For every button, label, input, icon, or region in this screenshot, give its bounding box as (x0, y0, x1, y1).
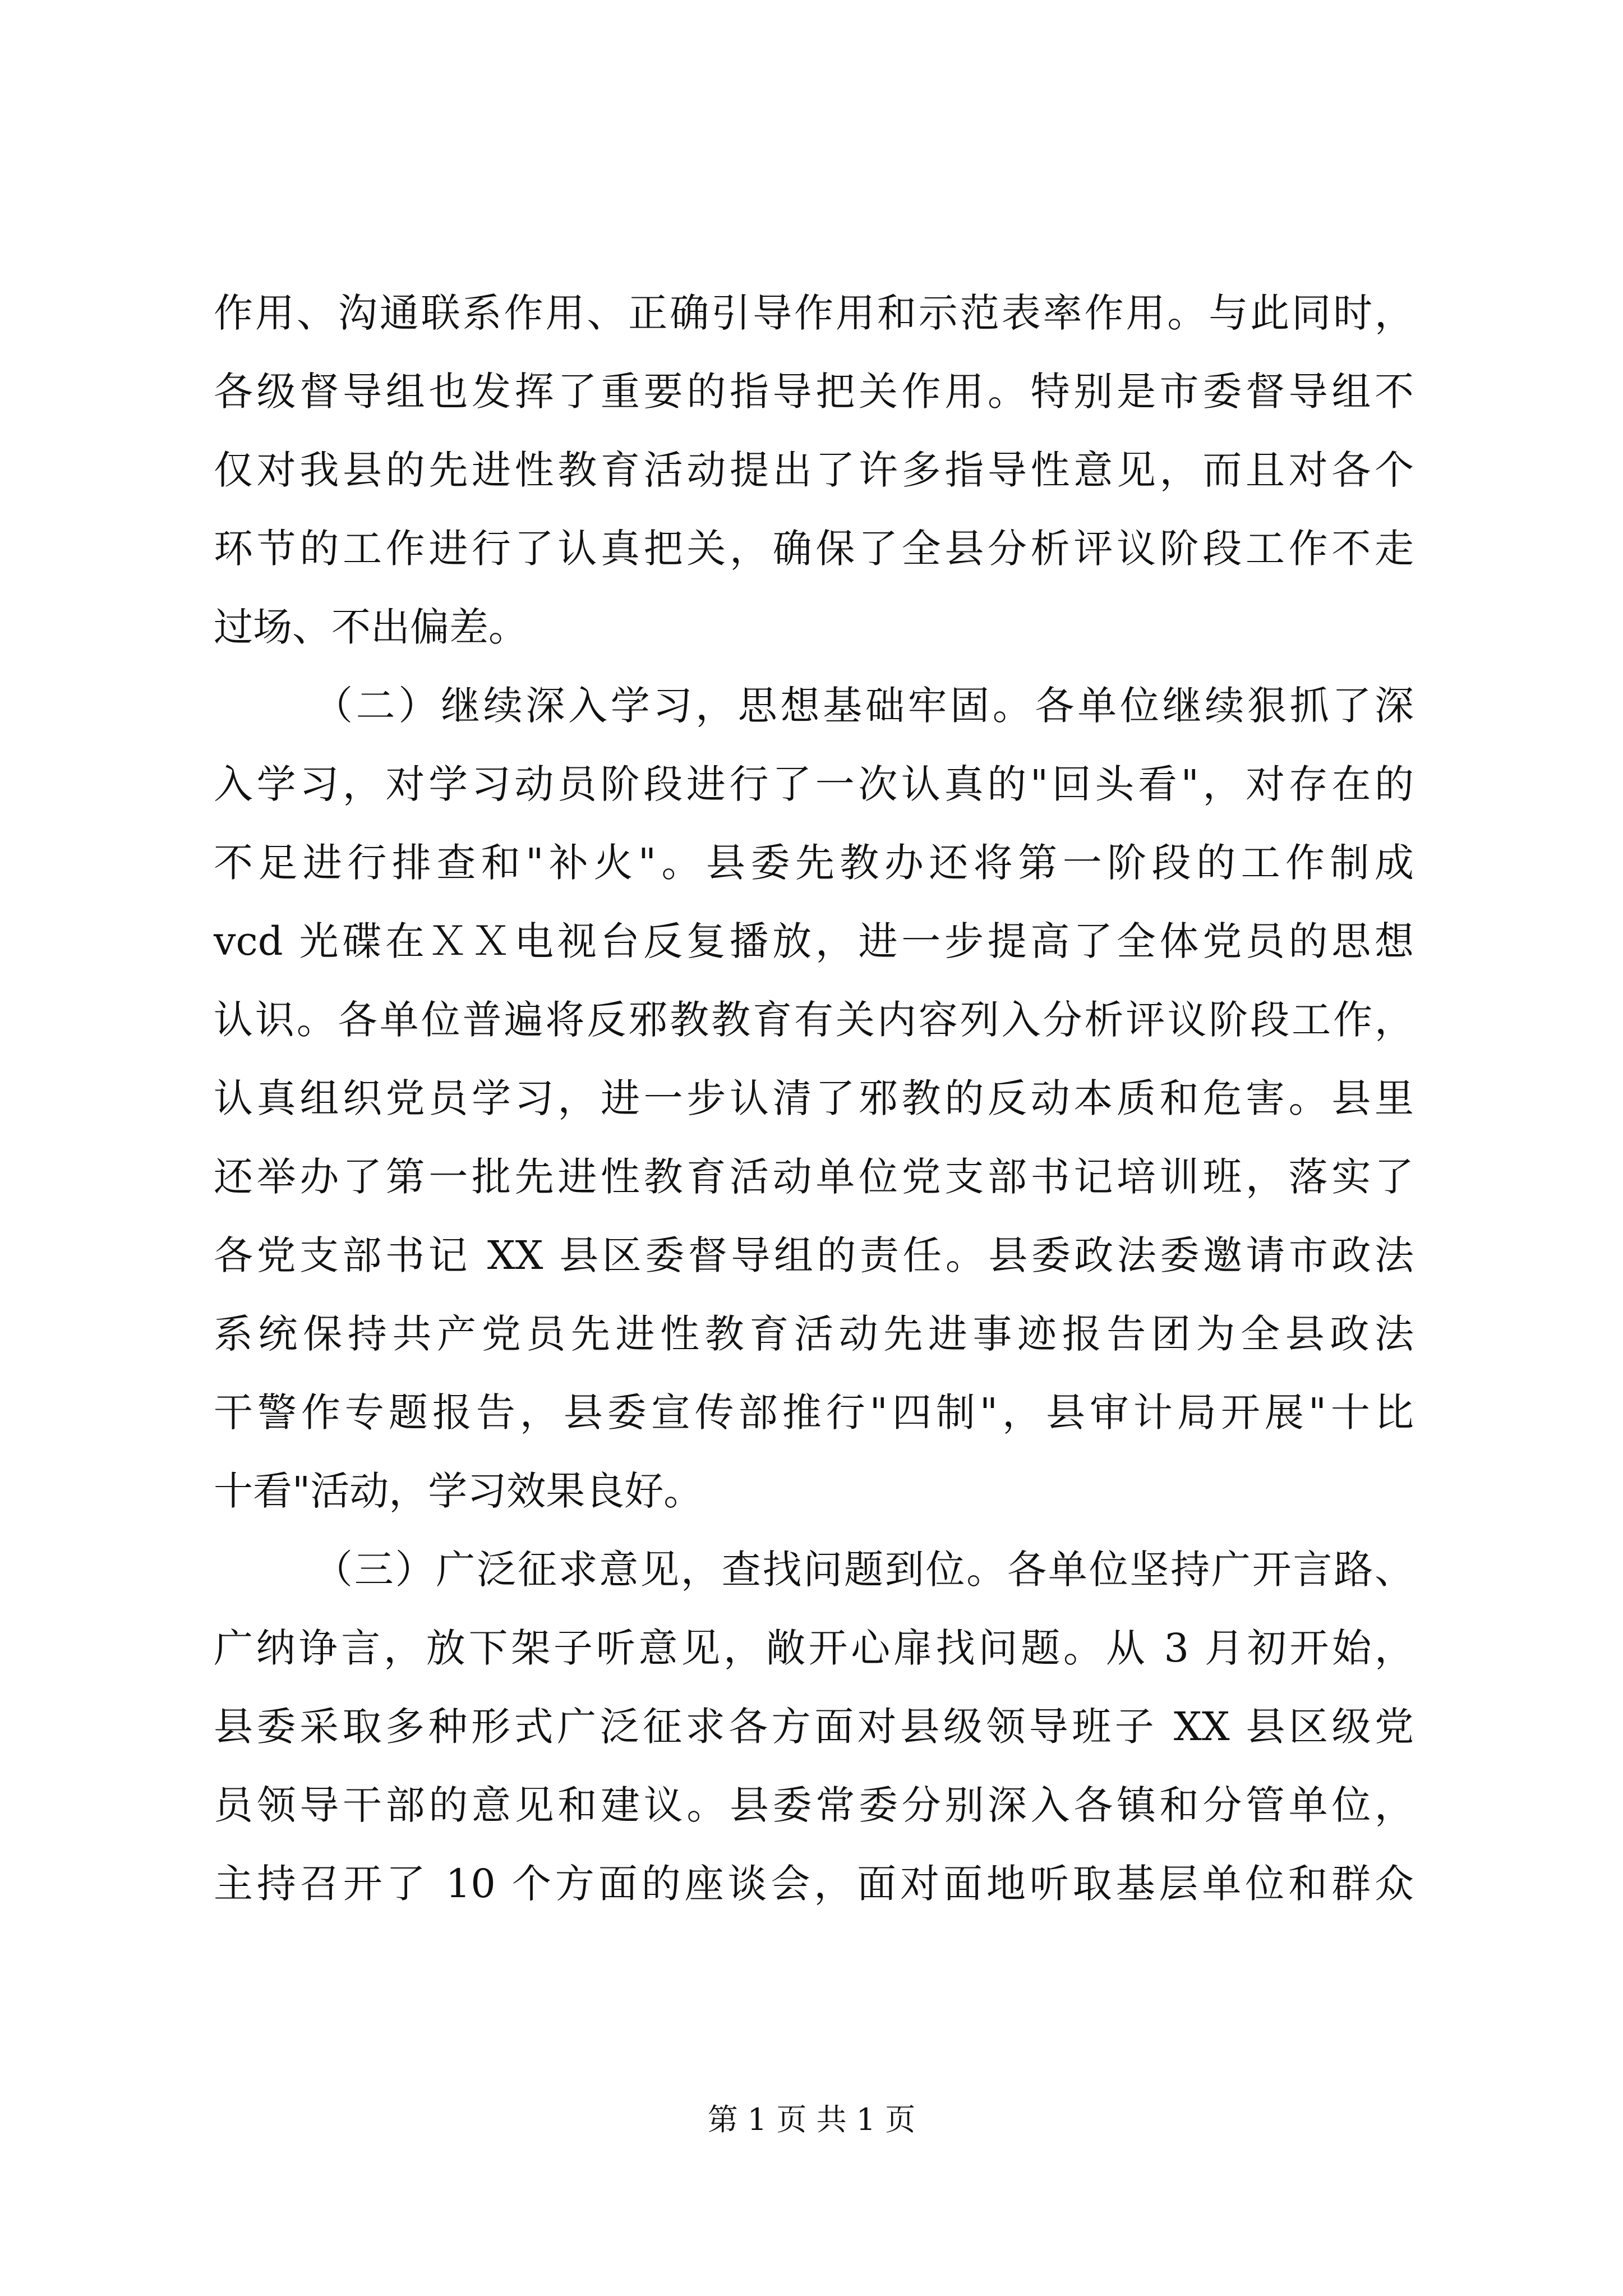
text-line: 还举办了第一批先进性教育活动单位党支部书记培训班，落实了 (214, 1154, 1414, 1200)
text-line: 入学习，对学习动员阶段进行了一次认真的"回头看"，对存在的 (214, 761, 1414, 807)
text-line: vcd 光碟在ＸＸ电视台反复播放，进一步提高了全体党员的思想 (214, 918, 1414, 964)
text-line: 员领导干部的意见和建议。县委常委分别深入各镇和分管单位， (214, 1782, 1414, 1828)
text-line: 不足进行排查和"补火"。县委先教办还将第一阶段的工作制成 (214, 840, 1414, 886)
text-line: 环节的工作进行了认真把关，确保了全县分析评议阶段工作不走 (214, 526, 1414, 572)
page-number-label: 第 1 页 共 1 页 (707, 2102, 916, 2137)
text-line: 作用、沟通联系作用、正确引导作用和示范表率作用。与此同时， (214, 290, 1414, 336)
text-line: 干警作专题报告，县委宣传部推行"四制"，县审计局开展"十比 (214, 1389, 1414, 1435)
text-line: 认真组织党员学习，进一步认清了邪教的反动本质和危害。县里 (214, 1075, 1414, 1121)
text-line: 各党支部书记 XX 县区委督导组的责任。县委政法委邀请市政法 (214, 1232, 1414, 1278)
paragraph-start-line: （三）广泛征求意见，查找问题到位。各单位坚持广开言路、 (313, 1547, 1414, 1593)
text-line: 过场、不出偏差。 (214, 604, 528, 650)
text-line: 各级督导组也发挥了重要的指导把关作用。特别是市委督导组不 (214, 369, 1414, 415)
page-footer (0, 2100, 1623, 2139)
text-line: 主持召开了 10 个方面的座谈会，面对面地听取基层单位和群众 (214, 1861, 1414, 1907)
text-line: 十看"活动，学习效果良好。 (214, 1468, 703, 1514)
paragraph-start-line: （二）继续深入学习，思想基础牢固。各单位继续狠抓了深 (313, 683, 1414, 729)
document-body (214, 274, 1414, 1923)
text-line: 县委采取多种形式广泛征求各方面对县级领导班子 XX 县区级党 (214, 1704, 1414, 1750)
text-line: 系统保持共产党员先进性教育活动先进事迹报告团为全县政法 (214, 1311, 1414, 1357)
text-line: 认识。各单位普遍将反邪教教育有关内容列入分析评议阶段工作， (214, 997, 1414, 1043)
text-line: 仅对我县的先进性教育活动提出了许多指导性意见，而且对各个 (214, 447, 1414, 493)
text-line: 广纳诤言，放下架子听意见，敞开心扉找问题。从 3 月初开始， (214, 1625, 1414, 1671)
